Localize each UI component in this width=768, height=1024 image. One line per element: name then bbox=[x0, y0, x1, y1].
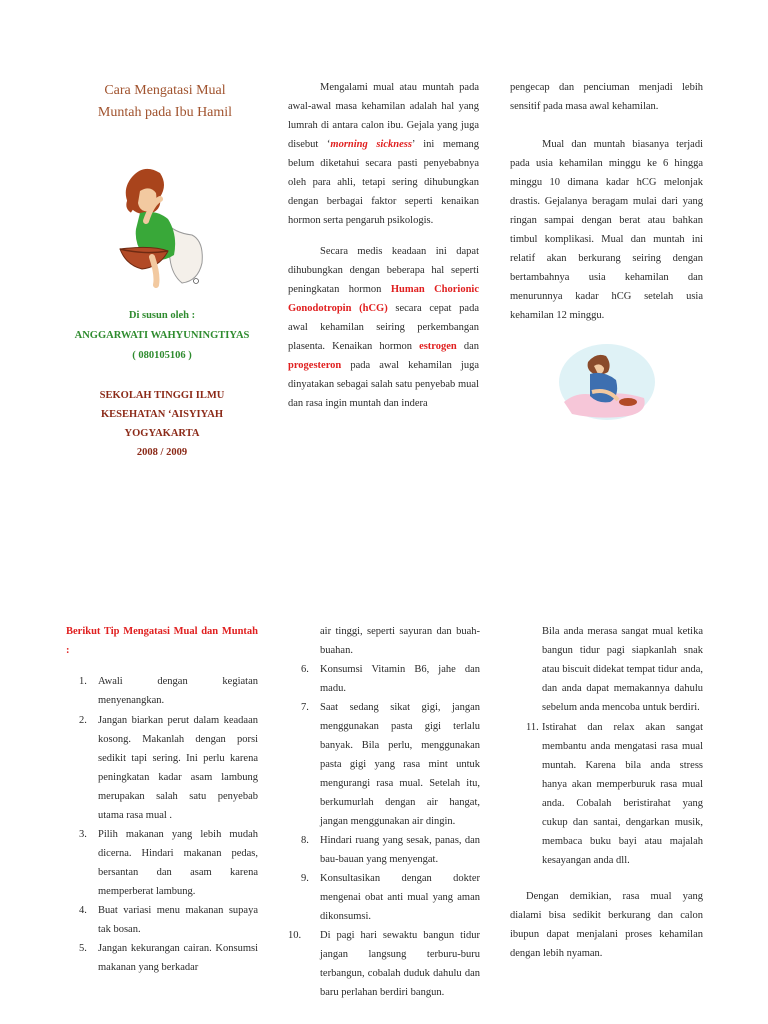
tip-item-8 bbox=[288, 831, 480, 869]
nauseous-woman-illustration bbox=[112, 163, 208, 291]
tip-number: 11. bbox=[526, 722, 539, 733]
intro-text-2b: secara cepat pada awal kehamilan seiring perkembangan plasenta. Kenaikan hormon bbox=[288, 303, 479, 352]
school-line-3: YOGYAKARTA bbox=[124, 428, 200, 439]
author-id: ( 080105106 ) bbox=[132, 350, 192, 361]
tip-item-10-continued bbox=[510, 622, 703, 717]
tip-text: Pilih makanan yang lebih mudah dicerna. Hindari makanan pedas, bersantan dan asam karena memperberat lambung. bbox=[98, 829, 258, 897]
tip-text: Hindari ruang yang sesak, panas, dan bau-bauan yang menyengat. bbox=[320, 835, 480, 865]
term-hcg: Human Chorionic Gonodotropin (hCG) bbox=[288, 284, 480, 314]
tip-text: air tinggi, seperti sayuran dan buah-buahan. bbox=[320, 626, 480, 656]
tip-number: 6. bbox=[301, 664, 309, 675]
title-line-1: Cara Mengatasi Mual bbox=[104, 83, 226, 98]
tip-text: Saat sedang sikat gigi, jangan menggunakan pasta gigi terlalu banyak. Bila perlu, menggunakan pasta gigi yang rasa mint untuk mengurangi rasa mual. Setelah itu, berkumurlah dengan air hangat, jangan menggunakan air dingin. bbox=[320, 702, 480, 827]
brochure-title bbox=[70, 80, 260, 124]
tip-item-5-continued bbox=[288, 622, 480, 660]
author-name: ANGGARWATI WAHYUNINGTIYAS bbox=[74, 330, 250, 341]
tip-item-5 bbox=[66, 939, 258, 977]
tips-list-part-2 bbox=[288, 622, 480, 1002]
term-morning-sickness: morning sickness bbox=[330, 139, 412, 150]
tip-item-3 bbox=[66, 825, 258, 901]
explanation-column bbox=[510, 78, 703, 325]
tip-number: 9. bbox=[301, 873, 309, 884]
explanation-paragraph-2: Mual dan muntah biasanya terjadi pada usia kehamilan minggu ke 6 hingga minggu 10 dimana kadar hCG melonjak drastis. Gejalanya beragam mulai dari yang ringan sampai dengan berat atau bahkan timbul komplikasi. Mual dan muntah ini relatif akan berkurang seiring dengan bertambahnya usia kehamilan dan menurunnya kadar hCG setelah usia kehamilan 12 minggu. bbox=[510, 139, 703, 321]
title-line-2: Muntah pada Ibu Hamil bbox=[97, 105, 233, 120]
tip-item-6 bbox=[288, 660, 480, 698]
resting-woman-illustration bbox=[558, 340, 656, 420]
tips-list-part-3 bbox=[510, 622, 703, 963]
intro-paragraph-2 bbox=[288, 242, 479, 413]
intro-text-2d: pada awal kehamilan juga dinyatakan sebagai salah satu penyebab mual dan rasa ingin muntah dan indera bbox=[288, 360, 479, 409]
intro-column bbox=[288, 78, 479, 413]
tip-number: 2. bbox=[79, 715, 87, 726]
tip-item-10 bbox=[288, 926, 480, 1002]
tip-item-1 bbox=[66, 672, 258, 710]
tip-number: 5. bbox=[79, 943, 87, 954]
tip-item-7 bbox=[288, 698, 480, 831]
tips-heading: Berikut Tip Mengatasi Mual dan Muntah : bbox=[66, 626, 258, 656]
tip-text: Buat variasi menu makanan supaya tak bosan. bbox=[98, 905, 258, 935]
tip-text: Jangan kekurangan cairan. Konsumsi makanan yang berkadar bbox=[98, 943, 258, 973]
tip-text: Konsultasikan dengan dokter mengenai obat anti mual yang aman dikonsumsi. bbox=[320, 873, 480, 922]
intro-text-2c: dan bbox=[456, 341, 479, 352]
school-line-2: KESEHATAN ‘AISYIYAH bbox=[100, 409, 224, 420]
tip-text: Awali dengan kegiatan menyenangkan. bbox=[98, 676, 258, 706]
tip-text: Jangan biarkan perut dalam keadaan kosong. Makanlah dengan porsi sedikit tapi sering. Ini perlu karena peningkatan kadar asam lambung merupakan salah satu penyebab utama rasa mual . bbox=[98, 715, 258, 821]
tips-list-part-1 bbox=[66, 672, 258, 977]
intro-paragraph-1 bbox=[288, 78, 479, 230]
closing-text: Dengan demikian, rasa mual yang dialami bisa sedikit berkurang dan calon ibupun dapat menjalani proses kehamilan dengan lebih nyaman. bbox=[510, 891, 703, 959]
tip-number: 1. bbox=[79, 676, 87, 687]
tip-item-11 bbox=[510, 718, 703, 870]
school-year: 2008 / 2009 bbox=[136, 447, 188, 458]
tip-text: Konsumsi Vitamin B6, jahe dan madu. bbox=[320, 664, 480, 694]
tip-item-4 bbox=[66, 901, 258, 939]
tip-text: Istirahat dan relax akan sangat membantu anda mengatasi rasa mual muntah. Karena bila anda stress hanya akan memperburuk rasa mual anda. Cobalah beristirahat yang cukup dan santai, dengarkan musik, membaca buku bayi atau majalah kesayangan anda dll. bbox=[542, 722, 703, 866]
tip-text: Di pagi hari sewaktu bangun tidur jangan langsung terburu-buru terbangun, cobalah duduk dahulu dan baru perlahan berdiri bangun. bbox=[320, 930, 480, 998]
tip-number: 3. bbox=[79, 829, 87, 840]
term-progesteron: progesteron bbox=[288, 360, 342, 371]
school-line-1: SEKOLAH TINGGI ILMU bbox=[99, 390, 225, 401]
tip-number: 7. bbox=[301, 702, 309, 713]
tip-item-9 bbox=[288, 869, 480, 926]
tip-number: 10. bbox=[288, 930, 302, 941]
author-block bbox=[62, 306, 262, 366]
intro-text-1a: Mengalami mual atau muntah pada awal-awal masa kehamilan adalah hal yang lumrah di antara calon ibu. Gejala yang juga disebut ‘ bbox=[288, 82, 479, 150]
tip-number: 4. bbox=[79, 905, 87, 916]
term-estrogen: estrogen bbox=[419, 341, 457, 352]
closing-paragraph bbox=[510, 887, 703, 963]
tip-number: 8. bbox=[301, 835, 309, 846]
intro-text-2a: Secara medis keadaan ini dapat dihubungkan dengan beberapa hal seperti peningkatan hormon bbox=[288, 246, 479, 295]
explanation-paragraph-1: pengecap dan penciuman menjadi lebih sensitif pada masa awal kehamilan. bbox=[510, 82, 703, 112]
tip-item-2 bbox=[66, 711, 258, 825]
intro-text-1b: ’ ini memang belum diketahui secara pasti penyebabnya oleh para ahli, tetapi sering dihubungkan dengan berbagai faktor seperti kenaikan hormon serta pengaruh psikologis. bbox=[288, 139, 480, 226]
school-block bbox=[62, 386, 262, 462]
author-label: Di susun oleh : bbox=[128, 310, 196, 321]
tip-text: Bila anda merasa sangat mual ketika bangun tidur pagi siapkanlah snak atau biscuit didekat tempat tidur anda, dan anda dapat memakannya dahulu sebelum anda mencoba untuk berdiri. bbox=[542, 626, 703, 713]
